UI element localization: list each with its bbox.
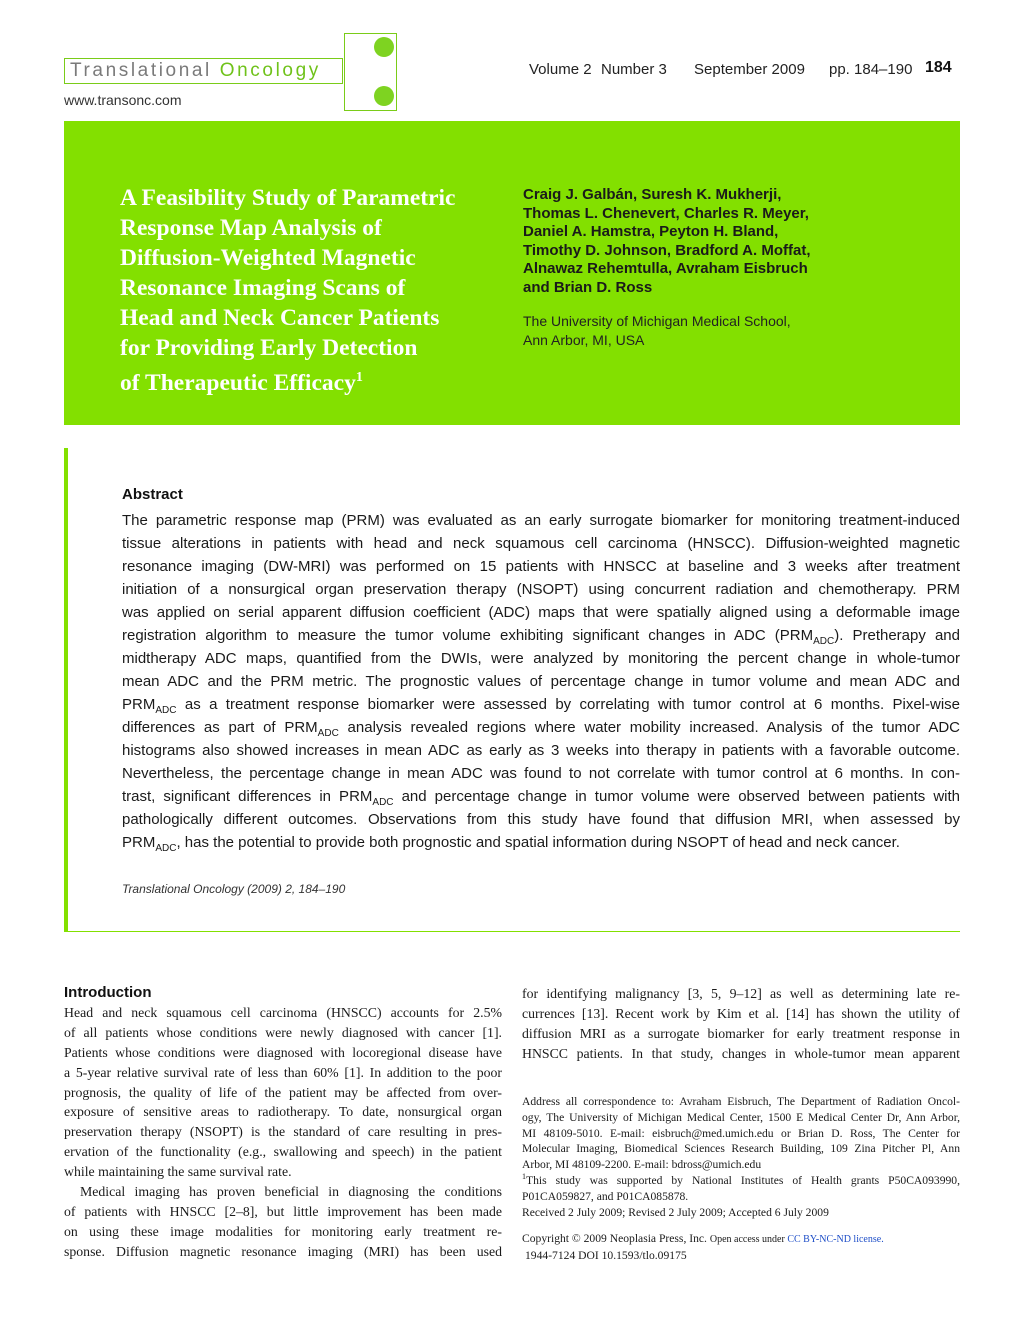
abstract-line: midtherapy ADC maps, quantified from the DWIs, were analyzed by monitoring the percent change in whole-tumor — [122, 650, 960, 667]
body-column-left — [64, 1003, 502, 1262]
affiliation-line: Ann Arbor, MI, USA — [523, 332, 645, 348]
abstract-line: mean ADC and the PRM metric. The prognostic values of percentage change in tumor volume and mean ADC and — [122, 673, 960, 690]
title-line: A Feasibility Study of Parametric — [120, 185, 456, 211]
footnote-line: Arbor, MI 48109-2200. E-mail: bdross@umich.edu — [522, 1158, 762, 1172]
abstract-accent-bar — [64, 448, 68, 932]
footnote-line: Molecular Imaging, Biomedical Sciences Research Building, 109 Zina Pitcher Pl, Ann — [522, 1142, 960, 1156]
abstract-line: $PRM_{ADC}$ as a treatment response biomarker were assessed by correlating with tumor control at 6 months. Pixel-wise — [122, 696, 960, 716]
author-line: and Brian D. Ross — [523, 278, 653, 296]
funding-footnote — [522, 1173, 960, 1189]
author-line: Craig J. Galbán, Suresh K. Mukherji, — [523, 186, 782, 203]
body-line: preservation therapy (NSOPT) is the standard of care resulting in pres- — [64, 1124, 502, 1140]
abstract-line: tissue alterations in patients with head and neck squamous cell carcinoma (HNSCC). Diffusion-weighted magnetic — [122, 535, 960, 552]
body-line: prognosis, the quality of life of the patient may be affected from over- — [64, 1084, 502, 1100]
correspondence-footnote — [522, 1094, 960, 1220]
funding-footnote-marker: 1 — [522, 1172, 526, 1182]
title-line — [120, 363, 492, 398]
title-line: Diffusion-Weighted Magnetic — [120, 245, 416, 271]
body-line: Medical imaging has proven beneficial in diagnosing the conditions — [80, 1184, 502, 1200]
body-line: a 5-year relative survival rate of less than 60% [1]. In addition to the poor — [64, 1064, 502, 1080]
author-line: Alnawaz Rehemtulla, Avraham Eisbruch — [523, 260, 808, 277]
title-line: Resonance Imaging Scans of — [120, 275, 406, 301]
author-line: Daniel A. Hamstra, Peyton H. Bland, — [523, 223, 779, 240]
author-line: Timothy D. Johnson, Bradford A. Moffat, — [523, 241, 811, 259]
affiliation-line: The University of Michigan Medical School, — [523, 313, 791, 329]
issue-number: Number 3 — [601, 61, 667, 78]
funding-line: P01CA059827, and P01CA085878. — [522, 1189, 689, 1203]
abstract-text — [122, 509, 960, 854]
title-line: for Providing Early Detection — [120, 335, 418, 361]
abstract-bottom-rule — [64, 931, 960, 932]
footnote-line: Address all correspondence to: Avraham Eisbruch, The Department of Radiation Oncol- — [522, 1095, 960, 1108]
journal-citation: Translational Oncology (2009) 2, 184–190 — [122, 882, 346, 896]
abstract-heading: Abstract — [122, 486, 183, 503]
copyright-line — [522, 1231, 960, 1248]
body-line: sponse. Diffusion magnetic resonance imaging (MRI) has been used — [64, 1243, 502, 1259]
body-line: for identifying malignancy [3, 5, 9–12] as well as determining late re- — [522, 986, 960, 1001]
abstract-line: resonance imaging (DW-MRI) was performed on 15 patients with HNSCC at baseline and 3 weeks after treatment — [122, 558, 960, 575]
abstract-line: was applied on serial apparent diffusion coefficient (ADC) maps that were spatially aligned using a deformable image — [122, 604, 960, 621]
article-title — [120, 183, 492, 398]
abstract-line: histograms also showed increases in mean ADC as early as 3 weeks into therapy in patients with a favorable outcome. — [122, 742, 960, 759]
issue-date: September 2009 — [694, 61, 805, 78]
title-footnote-marker[interactable]: 1 — [355, 370, 363, 385]
abstract-line: Nevertheless, the percentage change in mean ADC was found to not correlate with tumor control at 6 months. In con- — [122, 765, 960, 782]
author-list — [523, 186, 853, 297]
body-line: diffusion MRI as a surrogate biomarker for early treatment response in — [522, 1025, 960, 1041]
journal-name-part1: Translational — [70, 60, 220, 81]
funding-line: This study was supported by National Institutes of Health grants P50CA093990, — [526, 1173, 960, 1187]
footnote-line: ogy, The University of Michigan Medical Center, 1500 E Medical Center Dr, Ann Arbor, — [522, 1110, 960, 1124]
abstract-line: registration algorithm to measure the tumor volume exhibiting significant changes in ADC $(PRM_{ADC})$. Pretherapy and — [122, 627, 960, 647]
logo-frame-right — [396, 33, 397, 111]
abstract-line: initiation of a nonsurgical organ preservation therapy (NSOPT) using concurrent radiation and chemotherapy. PRM — [122, 581, 960, 598]
copyright-block — [522, 1231, 960, 1264]
title-line: Head and Neck Cancer Patients — [120, 305, 440, 331]
volume: Volume 2 — [529, 61, 592, 78]
logo-frame — [344, 33, 345, 111]
body-line: Patients whose conditions were diagnosed with locoregional disease have — [64, 1044, 502, 1060]
issn-doi: 1944-7124 DOI 10.1593/tlo.09175 — [525, 1248, 687, 1262]
body-line: of all patients whose conditions were newly diagnosed with cancer [1]. — [64, 1024, 502, 1040]
body-line: while maintaining the same survival rate. — [64, 1164, 292, 1180]
body-line: Head and neck squamous cell carcinoma (HNSCC) accounts for 2.5% — [64, 1005, 502, 1020]
introduction-heading: Introduction — [64, 984, 152, 1001]
body-line: on using these image modalities for monitoring early treatment re- — [64, 1223, 502, 1239]
journal-website[interactable]: www.transonc.com — [64, 92, 182, 108]
title-line-text: of Therapeutic Efficacy — [120, 369, 356, 396]
abstract-line: $PRM_{ADC}$, has the potential to provide both prognostic and spatial information during NSOPT of head and neck cancer. — [122, 834, 900, 854]
journal-name-part2: Oncology — [219, 60, 321, 81]
author-line: Thomas L. Chenevert, Charles R. Meyer, — [523, 204, 809, 222]
copyright-text: Copyright © 2009 Neoplasia Press, Inc. — [522, 1232, 710, 1245]
body-line: exposure of sensitive areas to radiotherapy. To date, nonsurgical organ — [64, 1104, 502, 1120]
page-number: 184 — [925, 59, 952, 76]
body-line: HNSCC patients. In that study, changes in whole-tumor mean apparent — [522, 1045, 960, 1061]
logo-frame-top — [344, 33, 396, 34]
body-line: of patients with HNSCC [2–8], but little improvement has been made — [64, 1203, 502, 1219]
body-column-right — [522, 984, 960, 1064]
logo-dot-bottom-icon — [374, 86, 394, 106]
received-dates: Received 2 July 2009; Revised 2 July 2009; Accepted 6 July 2009 — [522, 1205, 829, 1219]
logo-dot-top-icon — [374, 37, 394, 57]
title-line: Response Map Analysis of — [120, 215, 382, 241]
body-line: currences [13]. Recent work by Kim et al. [14] has shown the utility of — [522, 1005, 960, 1021]
journal-name — [70, 58, 321, 84]
license-link[interactable]: CC BY-NC-ND license. — [787, 1234, 884, 1245]
abstract-line: trast, significant differences in $PRM_{ADC}$ and percentage change in tumor volume were observed between patients with — [122, 788, 961, 808]
abstract-line: The parametric response map (PRM) was evaluated as an early surrogate biomarker for monitoring treatment-induced — [122, 512, 960, 529]
open-access-text: Open access under — [709, 1234, 788, 1245]
affiliation — [523, 312, 853, 350]
abstract-line: pathologically different outcomes. Observations from this study have found that diffusion MRI, when assessed by — [122, 811, 960, 828]
body-line: ervation of the functionality (e.g., swallowing and speech) in the patient — [64, 1144, 502, 1160]
logo-frame-bottom — [344, 110, 396, 111]
footnote-line: MI 48109-5010. E-mail: eisbruch@med.umich.edu or Brian D. Ross, The Center for — [522, 1126, 960, 1140]
abstract-line: differences as part of $PRM_{ADC}$ analysis revealed regions where water mobility increased. Analysis of the tumor ADC — [122, 719, 960, 739]
page-range: pp. 184–190 — [829, 61, 913, 78]
